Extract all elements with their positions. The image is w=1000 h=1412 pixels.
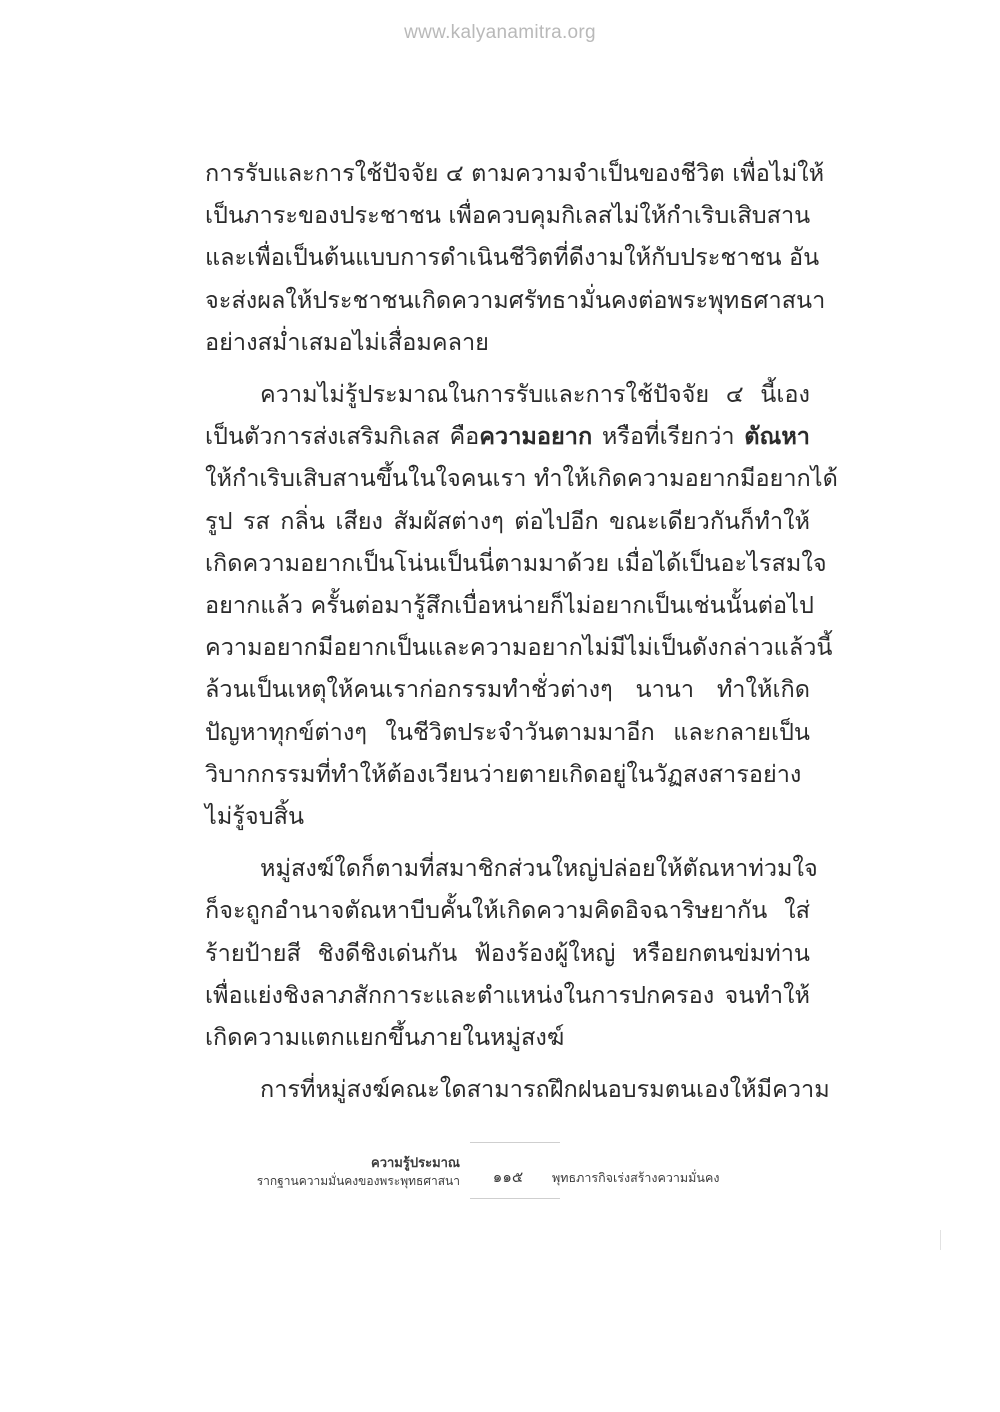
divider: [470, 1142, 560, 1143]
text-line: ปัญหาทุกข์ต่างๆ ในชีวิตประจำวันตามมาอีก และกลายเป็น: [205, 717, 810, 746]
watermark-url: www.kalyanamitra.org: [404, 22, 596, 43]
text-line: หมู่สงฆ์ใดก็ตามที่สมาชิกส่วนใหญ่ปล่อยให้ตัณหาท่วมใจ: [260, 854, 818, 883]
text-line: การรับและการใช้ปัจจัย ๔ ตามความจำเป็นของชีวิต เพื่อไม่ให้: [205, 159, 825, 187]
emphasis-term: ความอยาก: [479, 422, 593, 451]
text-line: เกิดความอยากเป็นโน่นเป็นนี่ตามมาด้วย เมื่อได้เป็นอะไรสมใจ: [205, 548, 827, 577]
book-subtitle: รากฐานความมั่นคงของพระพุทธศาสนา: [256, 1174, 460, 1188]
series-title: พุทธภารกิจเร่งสร้างความมั่นคง: [552, 1170, 720, 1185]
text-line: ล้วนเป็นเหตุให้คนเราก่อกรรมทำชั่วต่างๆ นานา ทำให้เกิด: [205, 675, 810, 704]
text-line-with-emphasis: [205, 415, 810, 457]
divider: [470, 1198, 560, 1199]
emphasis-term: ตัณหา: [744, 422, 810, 451]
text-line: การที่หมู่สงฆ์คณะใดสามารถฝึกฝนอบรมตนเองให้มีความ: [260, 1075, 830, 1104]
text-line: อยากแล้ว ครั้นต่อมารู้สึกเบื่อหน่ายก็ไม่อยากเป็นเช่นนั้นต่อไป: [205, 591, 814, 620]
text-line: เป็นภาระของประชาชน เพื่อควบคุมกิเลสไม่ให้กำเริบเสิบสาน: [205, 201, 811, 230]
text-line: อย่างสม่ำเสมอไม่เสื่อมคลาย: [205, 327, 489, 356]
text-line: ความอยากมีอยากเป็นและความอยากไม่มีไม่เป็นดังกล่าวแล้วนี้: [205, 633, 833, 662]
text-line: และเพื่อเป็นต้นแบบการดำเนินชีวิตที่ดีงามให้กับประชาชน อัน: [205, 243, 820, 272]
text-line: จะส่งผลให้ประชาชนเกิดความศรัทธามั่นคงต่อพระพุทธศาสนา: [205, 285, 826, 314]
book-title: ความรู้ประมาณ: [371, 1156, 460, 1171]
text-line: รูป รส กลิ่น เสียง สัมผัสต่างๆ ต่อไปอีก ขณะเดียวกันก็ทำให้: [205, 506, 810, 535]
scan-margin-mark: [940, 1230, 941, 1250]
text-line: เกิดความแตกแยกขึ้นภายในหมู่สงฆ์: [205, 1023, 565, 1052]
text-segment: หรือที่เรียกว่า: [592, 422, 745, 451]
page-footer: [0, 1140, 1000, 1220]
document-body: [205, 152, 838, 1110]
text-line: วิบากกรรมที่ทำให้ต้องเวียนว่ายตายเกิดอยู่ในวัฏสงสารอย่าง: [205, 759, 802, 788]
text-line: ให้กำเริบเสิบสานขึ้นในใจคนเรา ทำให้เกิดความอยากมีอยากได้: [205, 464, 838, 493]
text-line: ไม่รู้จบสิ้น: [205, 802, 305, 831]
text-line: เพื่อแย่งชิงลาภสักการะและตำแหน่งในการปกครอง จนทำให้: [205, 980, 810, 1009]
text-line: ความไม่รู้ประมาณในการรับและการใช้ปัจจัย ๔ นี้เอง: [260, 380, 810, 409]
text-line: ก็จะถูกอำนาจตัณหาบีบคั้นให้เกิดความคิดอิจฉาริษยากัน ใส่: [205, 896, 810, 925]
text-line: ร้ายป้ายสี ชิงดีชิงเด่นกัน ฟ้องร้องผู้ใหญ่ หรือยกตนข่มท่าน: [205, 938, 810, 967]
text-segment: เป็นตัวการส่งเสริมกิเลส คือ: [205, 422, 480, 451]
page-number: ๑๑๕: [492, 1168, 524, 1186]
